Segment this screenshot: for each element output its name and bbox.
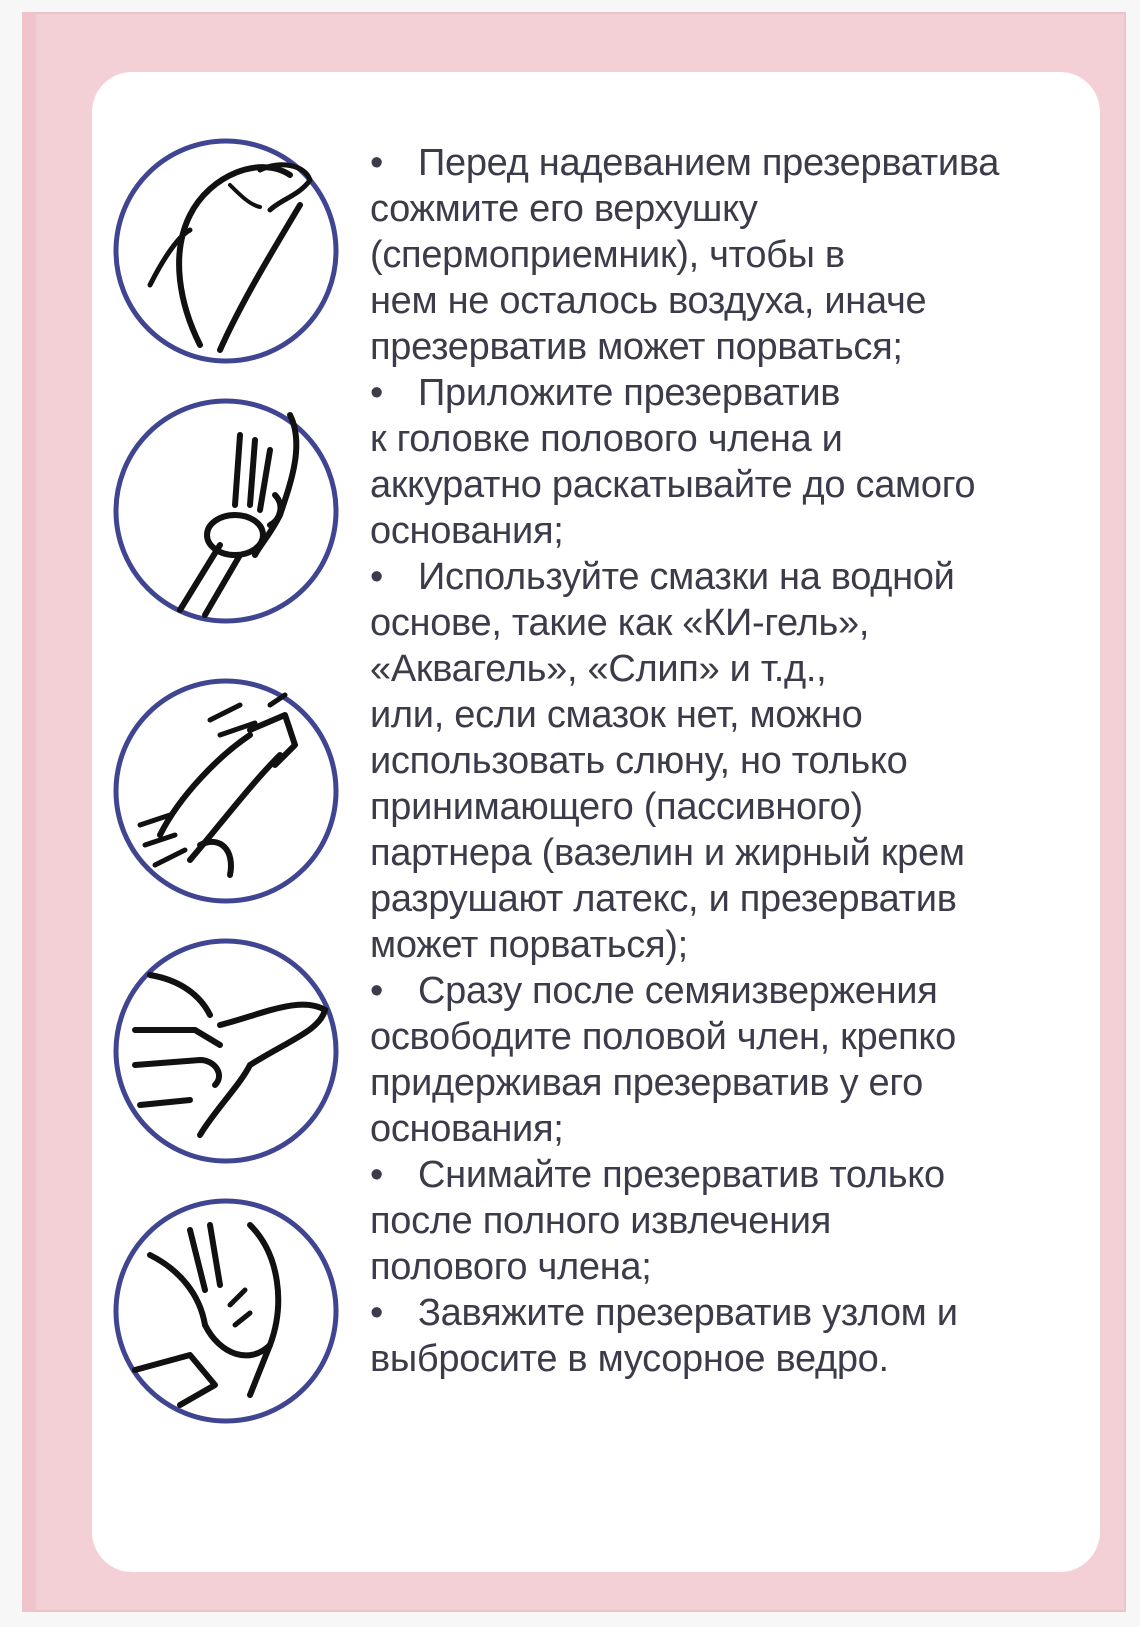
instruction-item xyxy=(370,554,1070,968)
instruction-item xyxy=(370,370,1070,554)
instruction-line: использовать слюну, но только xyxy=(370,740,908,782)
tie-knot-icon xyxy=(110,1195,342,1427)
bullet: • xyxy=(370,142,384,184)
instruction-line: аккуратно раскатывайте до самого xyxy=(370,464,976,506)
instruction-line: основания; xyxy=(370,510,564,552)
instruction-line: выбросите в мусорное ведро. xyxy=(370,1338,889,1380)
instruction-item xyxy=(370,1290,1070,1382)
instruction-line: партнера (вазелин и жирный крем xyxy=(370,832,965,874)
instruction-line: Перед надеванием презерватива xyxy=(418,142,1000,184)
instruction-line: презерватив может порваться; xyxy=(370,326,903,368)
instruction-line: основе, такие как «КИ-гель», xyxy=(370,602,870,644)
instruction-line: Приложите презерватив xyxy=(418,372,841,414)
instruction-line: разрушают латекс, и презерватив xyxy=(370,878,957,920)
instruction-line: или, если смазок нет, можно xyxy=(370,694,863,736)
bullet: • xyxy=(370,970,384,1012)
instruction-item xyxy=(370,140,1070,370)
instruction-line: Снимайте презерватив только xyxy=(418,1154,945,1196)
hold-base-icon xyxy=(110,935,342,1167)
bullet: • xyxy=(370,1154,384,1196)
booklet-spine xyxy=(22,12,36,1612)
instruction-line: Сразу после семяизвержения xyxy=(418,970,938,1012)
instruction-line: Используйте смазки на водной xyxy=(418,556,955,598)
instruction-line: «Аквагель», «Слип» и т.д., xyxy=(370,648,827,690)
instruction-line: полового члена; xyxy=(370,1246,652,1288)
instruction-line: сожмите его верхушку xyxy=(370,188,758,230)
instruction-line: может порваться); xyxy=(370,924,688,966)
instruction-line: основания; xyxy=(370,1108,564,1150)
instruction-line: освободите половой член, крепко xyxy=(370,1016,957,1058)
instruction-line: принимающего (пассивного) xyxy=(370,786,863,828)
bullet: • xyxy=(370,556,384,598)
place-on-head-icon xyxy=(110,395,342,627)
instruction-line: после полного извлечения xyxy=(370,1200,831,1242)
instruction-line: нем не осталось воздуха, иначе xyxy=(370,280,927,322)
instruction-line: Завяжите презерватив узлом и xyxy=(418,1292,958,1334)
bullet: • xyxy=(370,1292,384,1334)
pinch-tip-icon xyxy=(110,135,342,367)
instruction-list xyxy=(370,140,1070,1440)
instruction-item xyxy=(370,1152,1070,1290)
instruction-item xyxy=(370,968,1070,1152)
illustration-column xyxy=(110,135,350,1485)
bullet: • xyxy=(370,372,384,414)
instruction-line: (спермоприемник), чтобы в xyxy=(370,234,845,276)
instruction-line: придерживая презерватив у его xyxy=(370,1062,923,1104)
instruction-line: к головке полового члена и xyxy=(370,418,843,460)
roll-down-icon xyxy=(110,675,342,907)
